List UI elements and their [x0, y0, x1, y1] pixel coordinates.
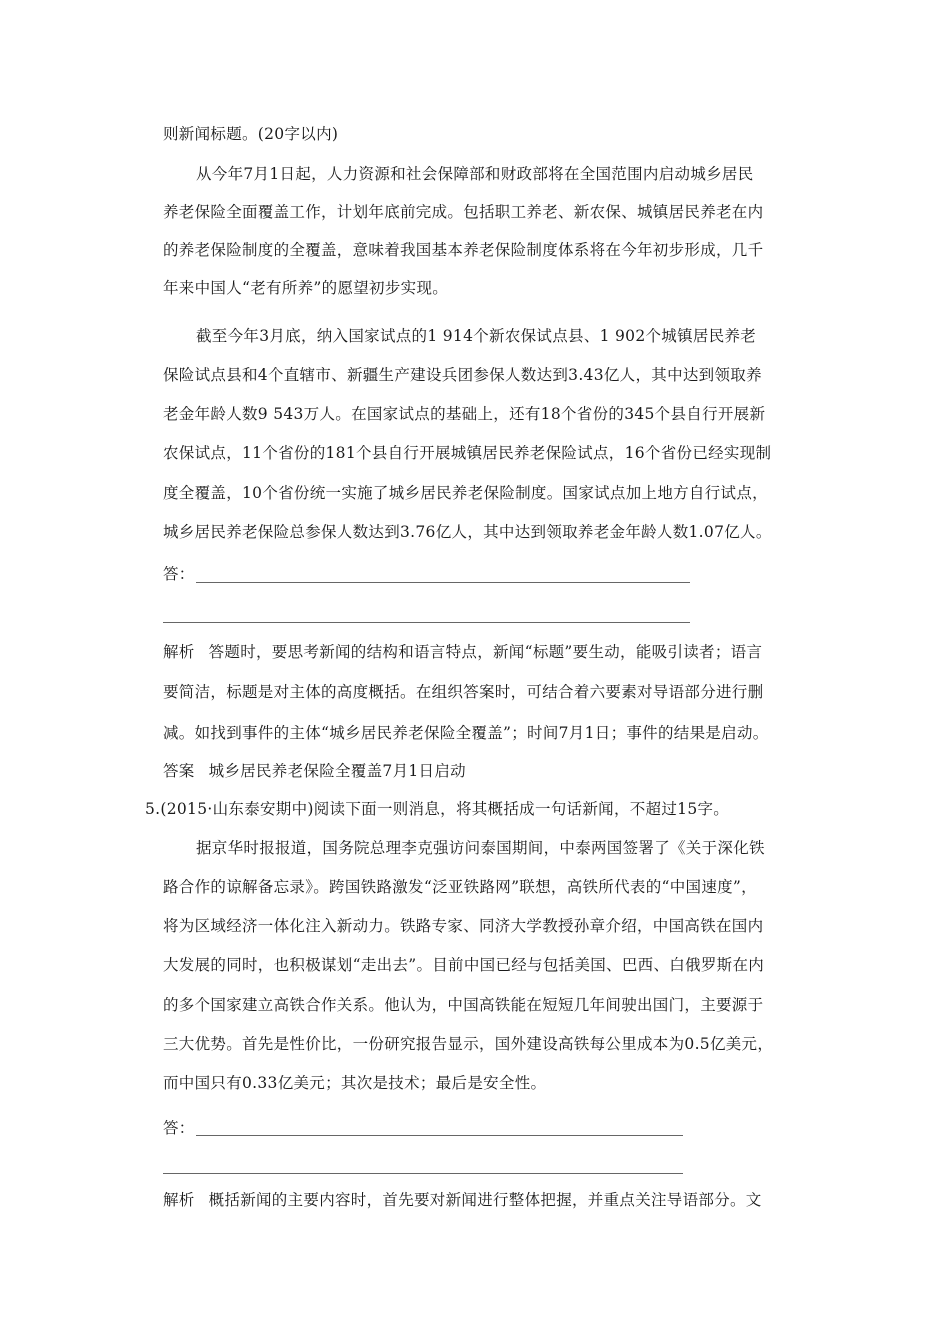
- q4-analysis-first: [163, 642, 762, 662]
- q4-passage-line: 截至今年3月底，纳入国家试点的1 914个新农保试点县、1 902个城镇居民养老: [196, 327, 757, 345]
- q5-answer-blank[interactable]: [163, 1173, 683, 1174]
- q4-answer-blank[interactable]: [163, 622, 690, 623]
- q4-answer-label: 答：: [163, 565, 195, 583]
- q4-answer-blank[interactable]: [196, 582, 690, 583]
- q4-passage-line: 的养老保险制度的全覆盖，意味着我国基本养老保险制度体系将在今年初步形成，几千: [163, 241, 764, 259]
- q4-passage-line: 从今年7月1日起，人力资源和社会保障部和财政部将在全国范围内启动城乡居民: [196, 165, 754, 183]
- q4-passage-line: 度全覆盖，10个省份统一实施了城乡居民养老保险制度。国家试点加上地方自行试点，: [163, 484, 768, 502]
- q4-passage-line: 养老保险全面覆盖工作，计划年底前完成。包括职工养老、新农保、城镇居民养老在内: [163, 203, 764, 221]
- q5-passage-line: 将为区域经济一体化注入新动力。铁路专家、同济大学教授孙章介绍，中国高铁在国内: [163, 917, 764, 935]
- q5-passage-line: 而中国只有0.33亿美元；其次是技术；最后是安全性。: [163, 1074, 547, 1092]
- q4-passage-line: 保险试点县和4个直辖市、新疆生产建设兵团参保人数达到3.43亿人，其中达到领取养: [163, 366, 762, 384]
- q5-analysis-label: 解析: [163, 1191, 195, 1209]
- q4-analysis-line: 减。如找到事件的主体“城乡居民养老保险全覆盖”；时间7月1日；事件的结果是启动。: [163, 724, 769, 742]
- q5-passage-line: 据京华时报报道，国务院总理李克强访问泰国期间，中泰两国签署了《关于深化铁: [196, 839, 765, 857]
- q5-analysis-first: [163, 1190, 762, 1210]
- q5-passage-line: 三大优势。首先是性价比，一份研究报告显示，国外建设高铁每公里成本为0.5亿美元，: [163, 1035, 774, 1053]
- q4-key-text: 城乡居民养老保险全覆盖7月1日启动: [208, 762, 466, 780]
- q4-analysis-line: 要简洁，标题是对主体的高度概括。在组织答案时，可结合着六要素对导语部分进行删: [163, 683, 764, 701]
- q4-passage-line: 老金年龄人数9 543万人。在国家试点的基础上，还有18个省份的345个县自行开展新: [163, 405, 766, 423]
- q5-question: 5.(2015·山东泰安期中)阅读下面一则消息，将其概括成一句话新闻，不超过15字。: [145, 800, 730, 818]
- q5-passage-line: 路合作的谅解备忘录》。跨国铁路激发“泛亚铁路网”联想，高铁所代表的“中国速度”，: [163, 878, 757, 896]
- q4-analysis-line: 答题时，要思考新闻的结构和语言特点，新闻“标题”要生动，能吸引读者；语言: [208, 643, 763, 661]
- q5-passage-line: 大发展的同时，也积极谋划“走出去”。目前中国已经与包括美国、巴西、白俄罗斯在内: [163, 956, 765, 974]
- q4-passage-line: 年来中国人“老有所养”的愿望初步实现。: [163, 279, 449, 297]
- q5-answer-blank[interactable]: [196, 1135, 683, 1136]
- q4-passage-line: 城乡居民养老保险总参保人数达到3.76亿人，其中达到领取养老金年龄人数1.07亿人。: [163, 523, 772, 541]
- q5-answer-label: 答：: [163, 1119, 195, 1137]
- q4-key-label: 答案: [163, 762, 195, 780]
- q4-title-tail: 则新闻标题。(20字以内): [163, 125, 339, 143]
- q5-passage-line: 的多个国家建立高铁合作关系。他认为，中国高铁能在短短几年间驶出国门，主要源于: [163, 996, 764, 1014]
- q5-analysis-line: 概括新闻的主要内容时，首先要对新闻进行整体把握，并重点关注导语部分。文: [208, 1191, 762, 1209]
- q4-analysis-label: 解析: [163, 643, 195, 661]
- q4-key: [163, 761, 466, 781]
- q4-passage-line: 农保试点，11个省份的181个县自行开展城镇居民养老保险试点，16个省份已经实现制: [163, 444, 772, 462]
